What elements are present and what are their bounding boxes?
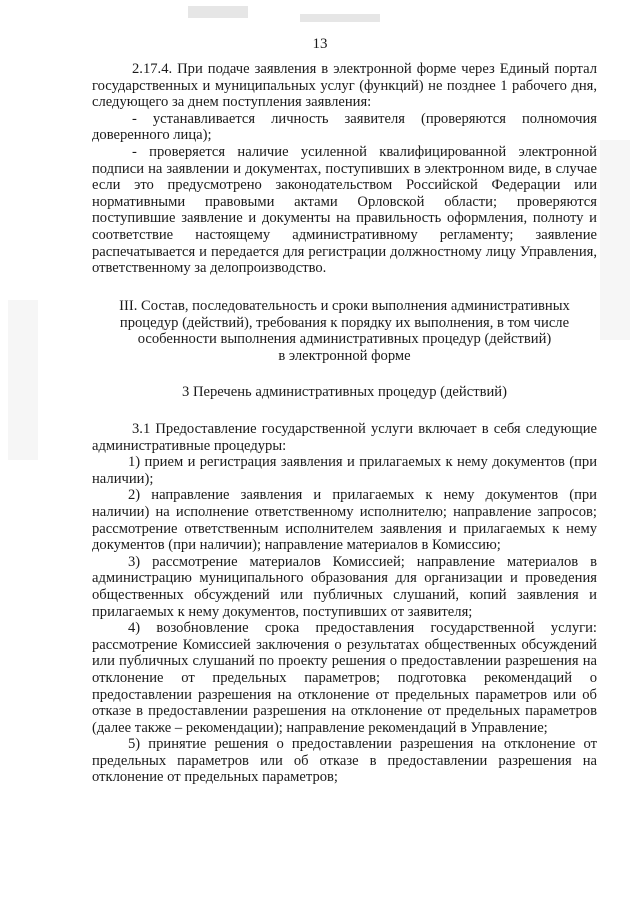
section-3-1 (92, 421, 597, 786)
section-3-heading (92, 298, 597, 364)
section-2-17-4 (92, 61, 597, 277)
paragraph: - устанавливается личность заявителя (проверяются полномочия доверенного лица); (92, 110, 597, 144)
heading-line: процедур (действий), требования к порядку их выполнения, в том числе (119, 314, 570, 331)
subsection-title: 3 Перечень административных процедур (действий) (182, 384, 507, 400)
list-item: 5) принятие решения о предоставлении разрешения на отклонение от предельных параметров или об отказе в предоставлении разрешения на отклонение от предельных параметров; (92, 736, 597, 786)
list-item: 4) возобновление срока предоставления государственной услуги: рассмотрение Комиссией заключения о результатах общественных обсуждений или публичных слушаний по проекту решения о предоставлении разрешения на отклонение от предельных параметров; подготовка рекомендаций о предоставлении разрешения на отклонение от предельных параметров или об отказе в предоставлении разрешения на отклонение от предельных параметров (далее также – рекомендации); направление рекомендаций в Управление; (92, 620, 597, 736)
heading-line: в электронной форме (278, 347, 411, 364)
paragraph: 3.1 Предоставление государственной услуги включает в себя следующие административные процедуры: (92, 421, 597, 454)
paragraph: 2.17.4. При подаче заявления в электронной форме через Единый портал государственных и муниципальных услуг (функций) не позднее 1 рабочего дня, следующего за днем поступления заявления: (92, 61, 597, 111)
heading-line: особенности выполнения административных процедур (действий) (137, 331, 552, 348)
subsection-3-title-block (92, 384, 597, 401)
scan-noise (600, 140, 630, 340)
list-item: 1) прием и регистрация заявления и прилагаемых к нему документов (при наличии); (92, 454, 597, 487)
page-number: 13 (312, 36, 328, 52)
list-item: 2) направление заявления и прилагаемых к нему документов (при наличии) на исполнение ответственному исполнителю; направление запросов; рассмотрение ответственным исполнителем заявления и прилагаемых к нему документов (при наличии); направление материалов в Комиссию; (92, 487, 597, 554)
list-item: 3) рассмотрение материалов Комиссией; направление материалов в администрацию муниципального образования для организации и проведения общественных обсуждений или публичных слушаний, копий заявления и прилагаемых к нему документов, поступивших от заявителя; (92, 553, 597, 620)
scan-noise (300, 14, 380, 22)
scan-noise (188, 6, 248, 18)
scan-noise (8, 300, 38, 460)
paragraph: - проверяется наличие усиленной квалифицированной электронной подписи на заявлении и документах, поступивших в электронном виде, в случае если это предусмотрено законодательством Российской Федерации или нормативными правовыми актами Орловской области; проверяются поступившие заявление и документы на правильность оформления, полноту и соответствие настоящему административному регламенту; заявление распечатывается и передается для регистрации должностному лицу Управления, ответственному за делопроизводство. (92, 143, 597, 277)
heading-line: III. Состав, последовательность и сроки выполнения административных (119, 298, 570, 314)
